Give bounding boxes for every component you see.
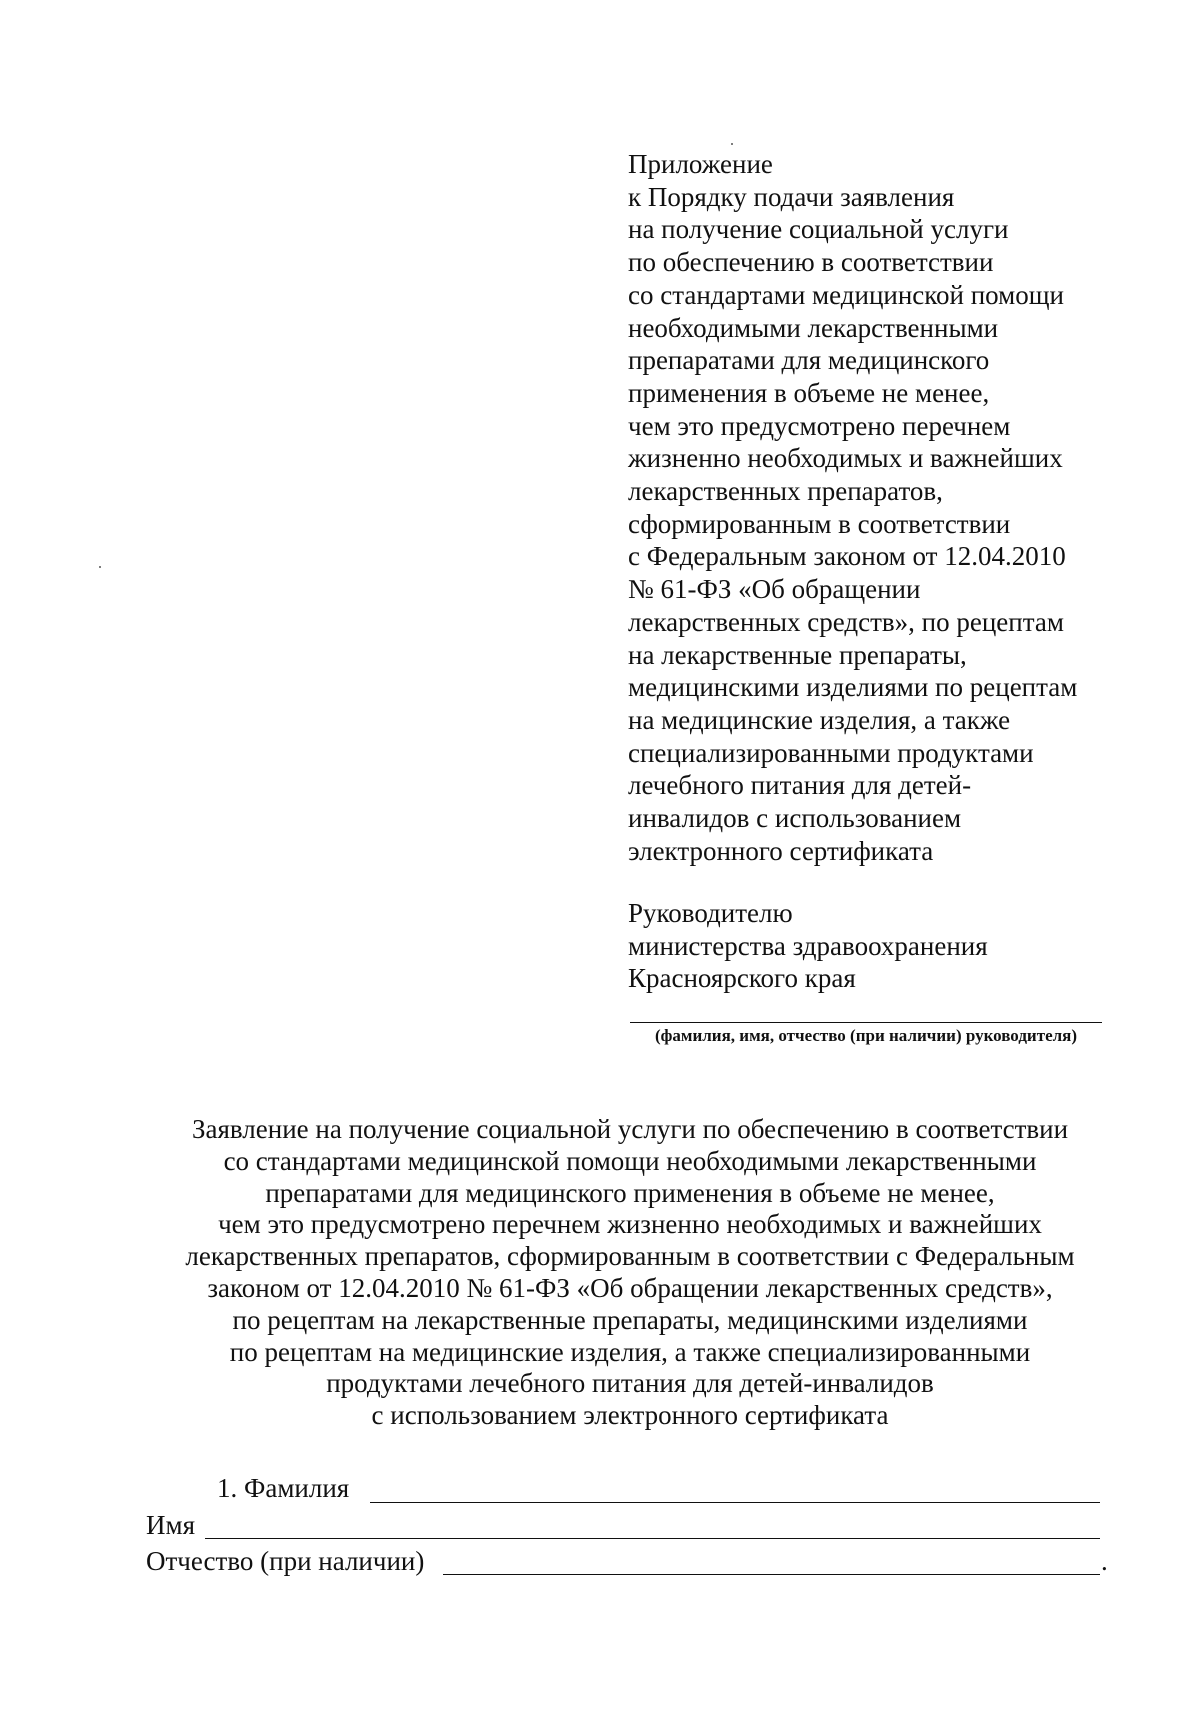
patronymic-end-mark: . xyxy=(1101,1546,1108,1576)
appendix-line: Приложение xyxy=(628,149,773,179)
title-line: законом от 12.04.2010 № 61-ФЗ «Об обращении лекарственных средств», xyxy=(207,1272,1053,1303)
appendix-line: специализированными продуктами xyxy=(628,737,1034,768)
appendix-line: необходимыми лекарственными xyxy=(628,312,999,343)
appendix-line: на лекарственные препараты, xyxy=(628,639,967,670)
surname-field[interactable] xyxy=(370,1502,1100,1503)
title-line: по рецептам на медицинские изделия, а также специализированными xyxy=(229,1336,1031,1367)
appendix-line: жизненно необходимых и важнейших xyxy=(628,443,1063,474)
appendix-line: электронного сертификата xyxy=(628,835,934,866)
appendix-line: лекарственных средств», по рецептам xyxy=(628,606,1064,637)
title-line: с использованием электронного сертификата xyxy=(371,1400,889,1431)
appendix-line: чем это предусмотрено перечнем xyxy=(628,410,1011,441)
patronymic-field[interactable] xyxy=(443,1574,1100,1575)
title-line: Заявление на получение социальной услуги по обеспечению в соответствии xyxy=(191,1114,1069,1144)
appendix-line: применения в объеме не менее, xyxy=(628,377,990,408)
appendix-line: на получение социальной услуги xyxy=(628,214,1009,245)
title-line: препаратами для медицинского применения в объеме не менее, xyxy=(265,1177,995,1208)
title-line: со стандартами медицинской помощи необходимыми лекарственными xyxy=(223,1145,1037,1176)
appendix-line: лечебного питания для детей- xyxy=(628,770,972,801)
scan-speck xyxy=(731,143,733,145)
appendix-line: лекарственных препаратов, xyxy=(628,476,943,507)
appendix-line: сформированным в соответствии xyxy=(628,508,1011,539)
appendix-line: со стандартами медицинской помощи xyxy=(628,279,1064,310)
surname-label: 1. Фамилия xyxy=(217,1473,350,1503)
title-line: чем это предусмотрено перечнем жизненно необходимых и важнейших xyxy=(218,1209,1042,1240)
appendix-line: № 61-ФЗ «Об обращении xyxy=(628,574,921,605)
addressee-block xyxy=(628,897,1128,995)
addressee-line: Руководителю xyxy=(628,898,793,928)
appendix-line: по обеспечению в соответствии xyxy=(628,247,994,278)
title-line: лекарственных препаратов, сформированным в соответствии с Федеральным xyxy=(185,1241,1075,1272)
appendix-line: медицинскими изделиями по рецептам xyxy=(628,672,1078,703)
head-name-caption: (фамилия, имя, отчество (при наличии) руководителя) xyxy=(654,1026,1078,1045)
appendix-header xyxy=(628,148,1128,867)
name-label: Имя xyxy=(146,1510,196,1540)
title-line: по рецептам на лекарственные препараты, медицинскими изделиями xyxy=(232,1304,1028,1335)
appendix-line: препаратами для медицинского xyxy=(628,345,990,376)
head-name-field[interactable] xyxy=(630,1022,1102,1023)
addressee-line: министерства здравоохранения xyxy=(628,930,988,961)
addressee-line: Красноярского края xyxy=(628,963,856,993)
title-line: продуктами лечебного питания для детей-инвалидов xyxy=(326,1368,934,1399)
patronymic-label: Отчество (при наличии) xyxy=(146,1546,425,1576)
scan-speck xyxy=(99,566,101,568)
name-field[interactable] xyxy=(205,1538,1100,1539)
document-title xyxy=(100,1114,1160,1432)
appendix-line: на медицинские изделия, а также xyxy=(628,704,1011,735)
appendix-line: инвалидов с использованием xyxy=(628,803,962,834)
appendix-line: с Федеральным законом от 12.04.2010 xyxy=(628,541,1066,572)
appendix-line: к Порядку подачи заявления xyxy=(628,181,955,212)
